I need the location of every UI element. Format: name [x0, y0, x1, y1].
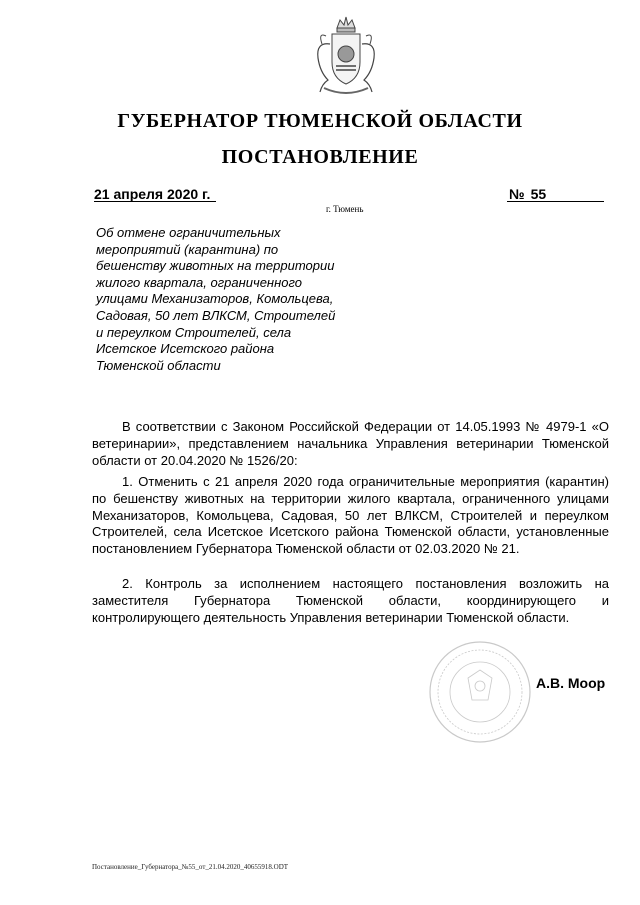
subject-line: Садовая, 50 лет ВЛКСМ, Строителей — [96, 307, 336, 323]
document-subject — [96, 225, 386, 374]
document-number — [509, 186, 552, 202]
point-2-paragraph: 2. Контроль за исполнением настоящего постановления возложить на заместителя Губернатора Тюменской области, координирующего и контролирующего деятельность Управления ветеринарии Тюменской области. — [92, 576, 609, 625]
number-sign: № — [509, 186, 525, 202]
point-1-paragraph: 1. Отменить с 21 апреля 2020 года ограничительные мероприятия (карантин) по бешенству животных на территории жилого квартала, ограниченного улицами Механизаторов, Комольцева, Садовая, 50 лет ВЛКСМ, Строителей и переулком Строителей, села Исетское Исетского района Тюменской области, установленные постановлением Губернатора Тюменской области от 02.03.2020 № 21. — [92, 474, 609, 557]
issuer-title: ГУБЕРНАТОР ТЮМЕНСКОЙ ОБЛАСТИ — [117, 110, 523, 132]
document-date: 21 апреля 2020 г. — [94, 186, 211, 202]
subject-line: Тюменской области — [96, 357, 221, 373]
document-city: г. Тюмень — [326, 204, 364, 214]
subject-line: и переулком Строителей, села — [96, 324, 292, 340]
date-underline — [94, 201, 216, 202]
coat-of-arms-icon — [304, 14, 388, 100]
number-underline — [507, 201, 604, 202]
subject-line: бешенству животных на территории — [96, 258, 335, 274]
preamble-paragraph: В соответствии с Законом Российской Федерации от 14.05.1993 № 4979-1 «О ветеринарии», представлением начальника Управления ветеринарии Тюменской области от 20.04.2020 № 1526/20: — [92, 419, 609, 468]
number-value: 55 — [530, 186, 547, 202]
subject-line: улицами Механизаторов, Комольцева, — [96, 291, 334, 307]
signatory-name: А.В. Моор — [536, 675, 606, 691]
official-seal-icon — [428, 640, 532, 744]
subject-line: Об отмене ограничительных — [96, 225, 281, 240]
subject-line: жилого квартала, ограниченного — [96, 274, 302, 290]
subject-line: мероприятий (карантина) по — [96, 241, 279, 257]
footer-filename: Постановление_Губернатора_№55_от_21.04.2020_40655918.ODT — [92, 863, 289, 871]
subject-line: Исетское Исетского района — [96, 341, 275, 357]
document-type-title: ПОСТАНОВЛЕНИЕ — [221, 146, 419, 168]
